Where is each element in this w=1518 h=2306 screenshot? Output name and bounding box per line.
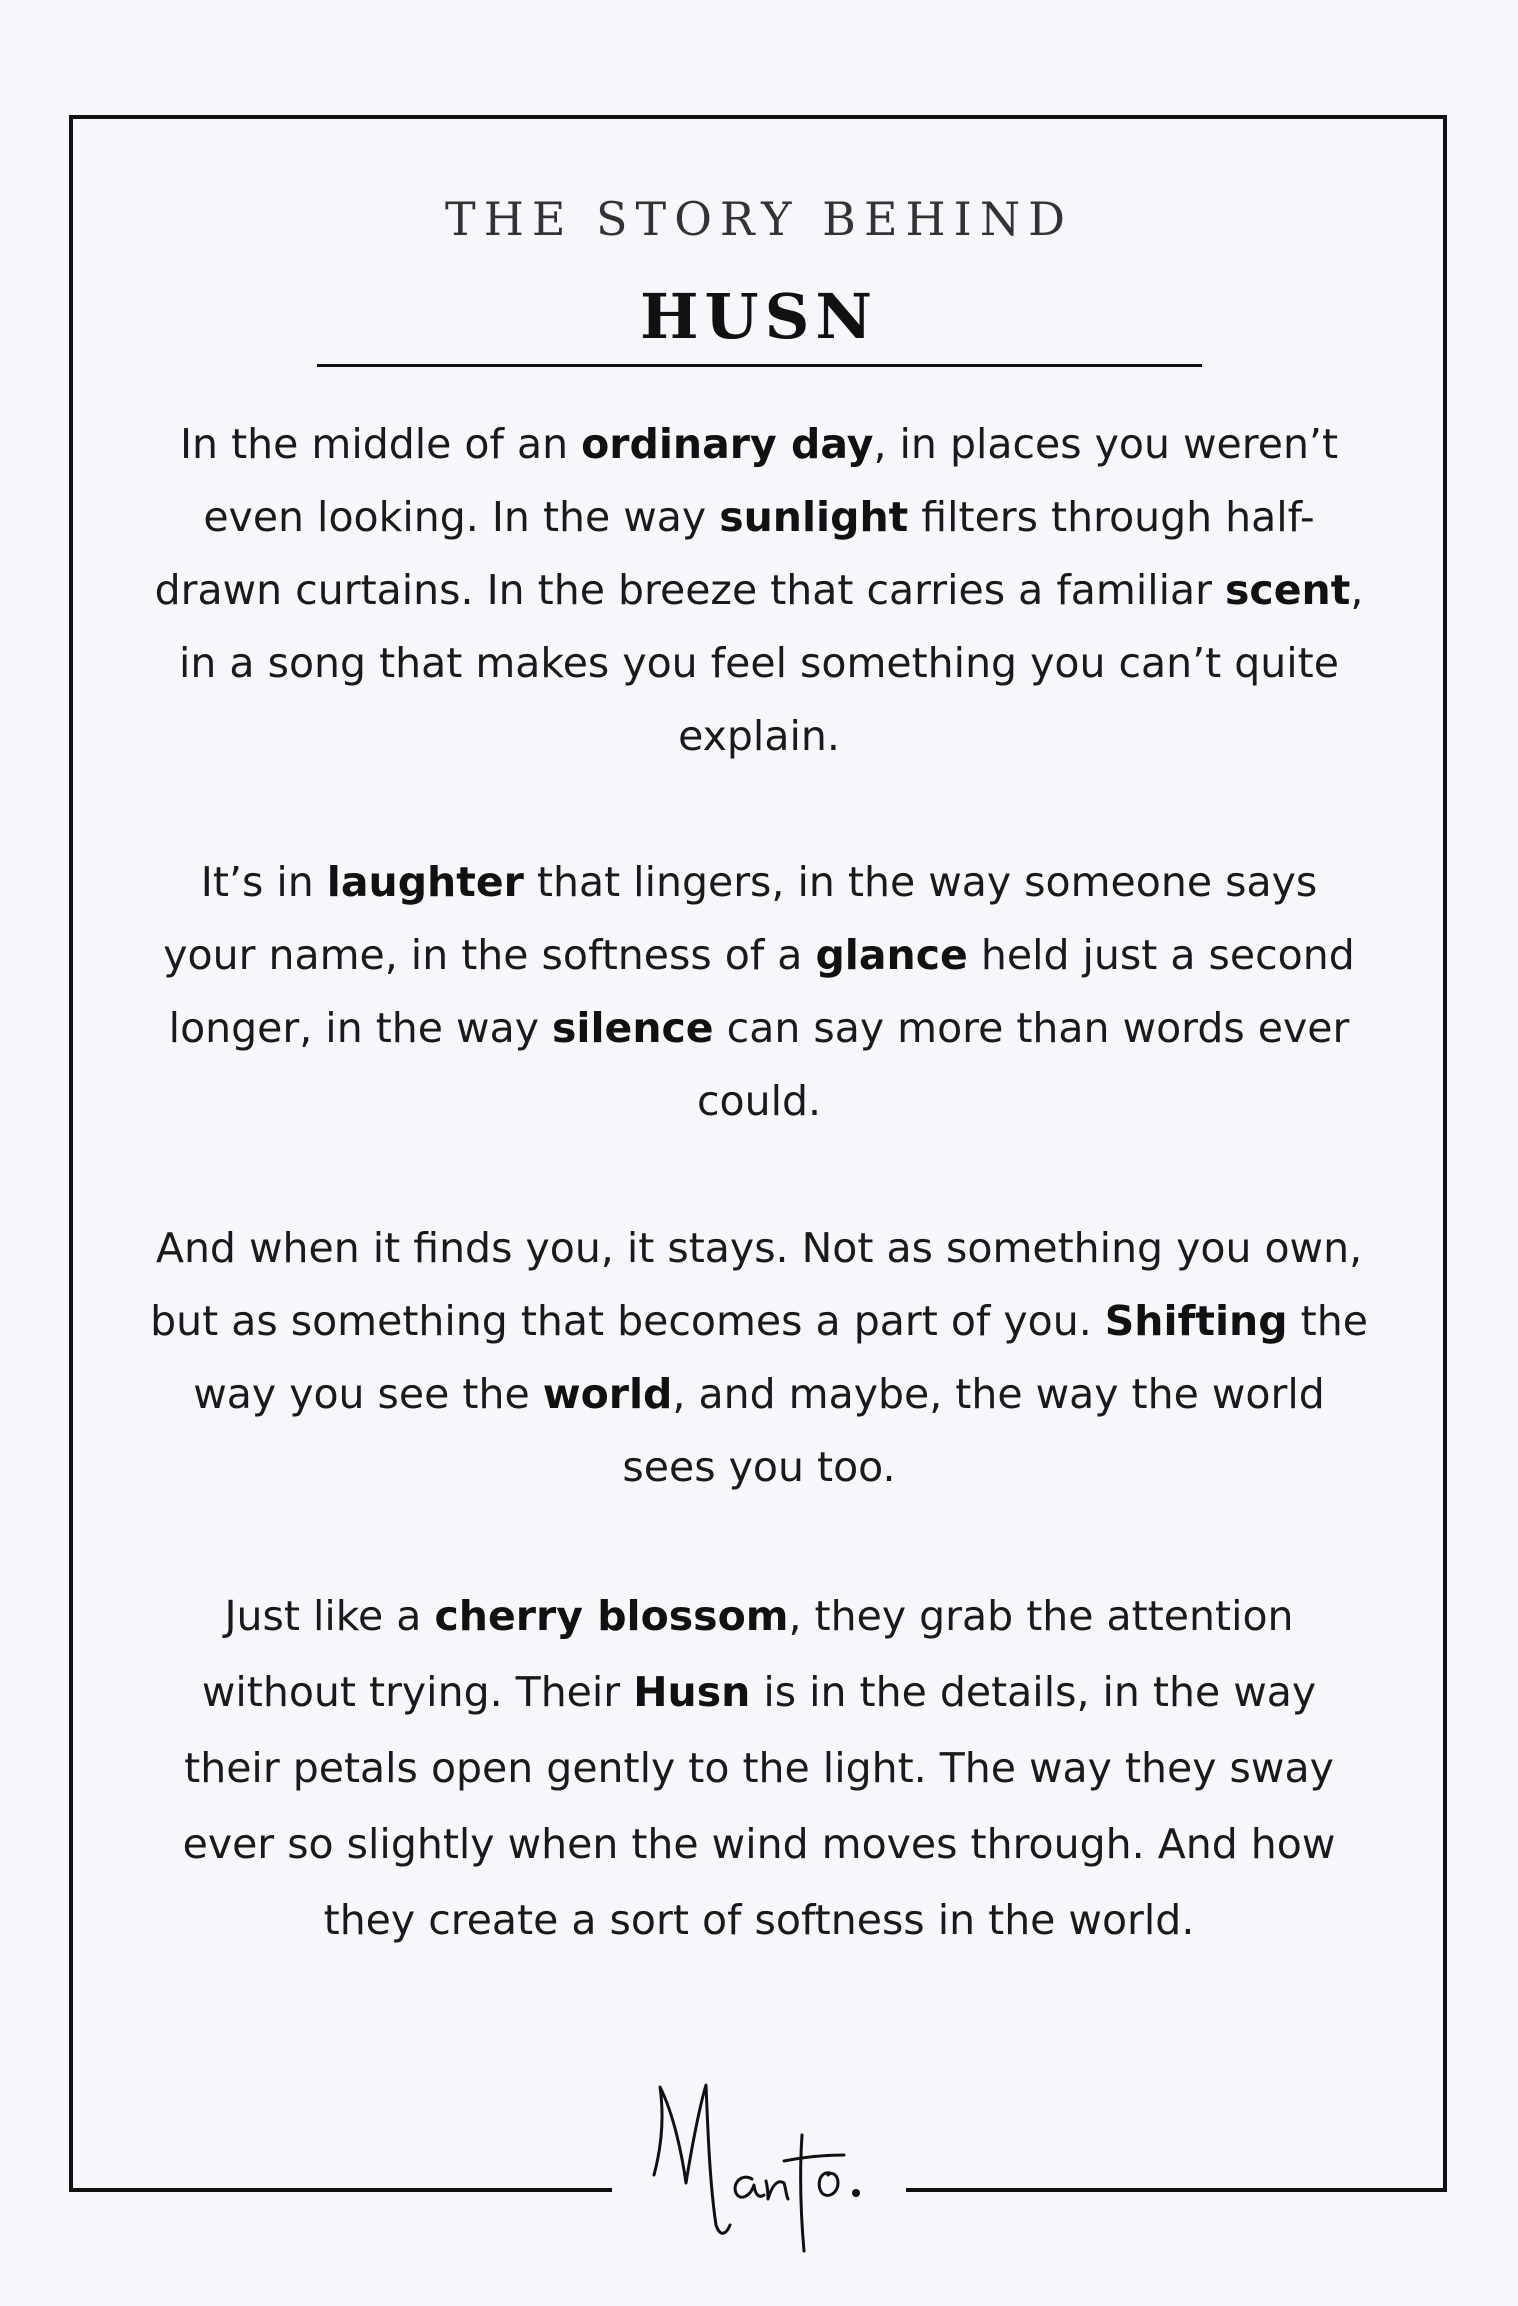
emphasis-text: Shifting [1104,1297,1288,1345]
page-title: HUSN [639,280,879,353]
body-text: filters through half-drawn curtains. In the breeze that carries a familiar [154,493,1315,614]
body-text: , in a song that makes you feel something you can’t quite explain. [179,566,1364,760]
paragraph-2 [150,846,1368,1138]
body-text: , and maybe, the way the world sees you too. [622,1370,1325,1491]
body-text: can say more than words ever could. [696,1004,1350,1125]
body-text: It’s in [200,858,327,906]
body-text: And when it finds you, it stays. Not as something you own, but as something that becomes a part of you. [150,1224,1363,1345]
emphasis-text: silence [552,1004,714,1052]
body-text: , they grab the attention without trying. Their [201,1592,1294,1716]
body-text: that lingers, in the way someone says your name, in the softness of a [163,858,1318,979]
body-text: held just a second longer, in the way [168,931,1355,1052]
body-text: Just like a [224,1592,435,1640]
body-text: is in the details, in the way their petals open gently to the light. The way they sway ever so slightly when the wind moves through. And how they create a sort of softness in the world. [182,1668,1336,1944]
paragraph-1 [150,408,1368,773]
emphasis-text: scent [1225,566,1351,614]
kicker-text: THE STORY BEHIND [445,192,1073,246]
emphasis-text: sunlight [719,493,909,541]
signature-manto [634,2075,884,2255]
emphasis-text: cherry blossom [434,1592,789,1640]
body-text: , in places you weren’t even looking. In the way [203,420,1339,541]
paragraph-4 [150,1578,1368,1958]
title-divider [317,364,1202,367]
paragraph-3 [150,1212,1368,1504]
emphasis-text: glance [815,931,968,979]
emphasis-text: laughter [326,858,524,906]
emphasis-text: ordinary day [581,420,874,468]
body-text: the way you see the [193,1297,1368,1418]
emphasis-text: world [542,1370,673,1418]
body-text: In the middle of an [179,420,582,468]
emphasis-text: Husn [633,1668,751,1716]
